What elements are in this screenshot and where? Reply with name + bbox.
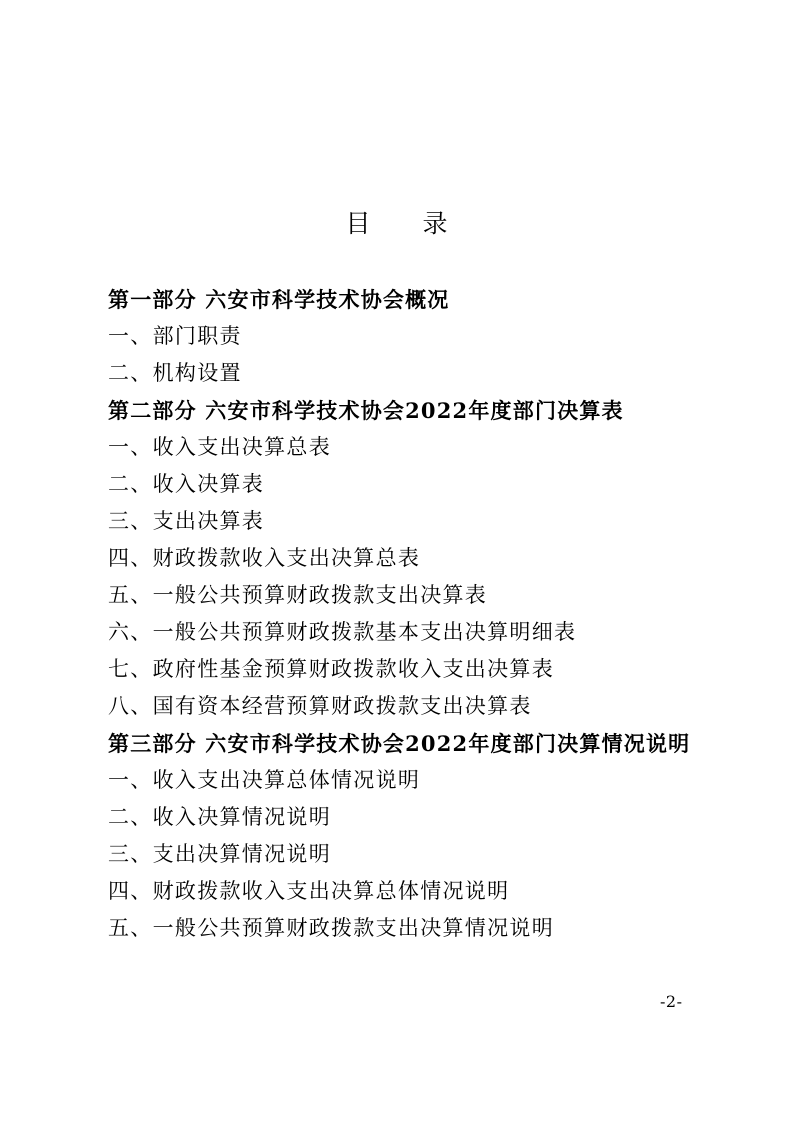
toc-part-3: 第三部分 六安市科学技术协会2022年度部门决算情况说明 bbox=[108, 731, 691, 756]
toc-item: 四、财政拨款收入支出决算总体情况说明 bbox=[108, 879, 510, 903]
toc-item: 一、收入支出决算总体情况说明 bbox=[108, 768, 421, 792]
toc-item: 一、部门职责 bbox=[108, 324, 242, 348]
toc-item: 七、政府性基金预算财政拨款收入支出决算表 bbox=[108, 657, 554, 681]
toc-item: 六、一般公共预算财政拨款基本支出决算明细表 bbox=[108, 620, 577, 644]
toc-item: 二、机构设置 bbox=[108, 361, 242, 385]
toc-item: 一、收入支出决算总表 bbox=[108, 435, 331, 459]
table-of-contents bbox=[108, 281, 708, 947]
toc-item: 二、收入决算表 bbox=[108, 472, 265, 496]
toc-part-1: 第一部分 六安市科学技术协会概况 bbox=[108, 287, 450, 312]
page-number: -2- bbox=[660, 992, 683, 1011]
toc-item: 三、支出决算情况说明 bbox=[108, 842, 331, 866]
toc-item: 五、一般公共预算财政拨款支出决算表 bbox=[108, 583, 488, 607]
toc-item: 八、国有资本经营预算财政拨款支出决算表 bbox=[108, 694, 532, 718]
page-title: 目 录 bbox=[345, 209, 470, 238]
toc-item: 四、财政拨款收入支出决算总表 bbox=[108, 546, 421, 570]
toc-item: 二、收入决算情况说明 bbox=[108, 805, 331, 829]
toc-item: 三、支出决算表 bbox=[108, 509, 265, 533]
toc-part-2: 第二部分 六安市科学技术协会2022年度部门决算表 bbox=[108, 398, 624, 423]
toc-item: 五、一般公共预算财政拨款支出决算情况说明 bbox=[108, 916, 554, 940]
